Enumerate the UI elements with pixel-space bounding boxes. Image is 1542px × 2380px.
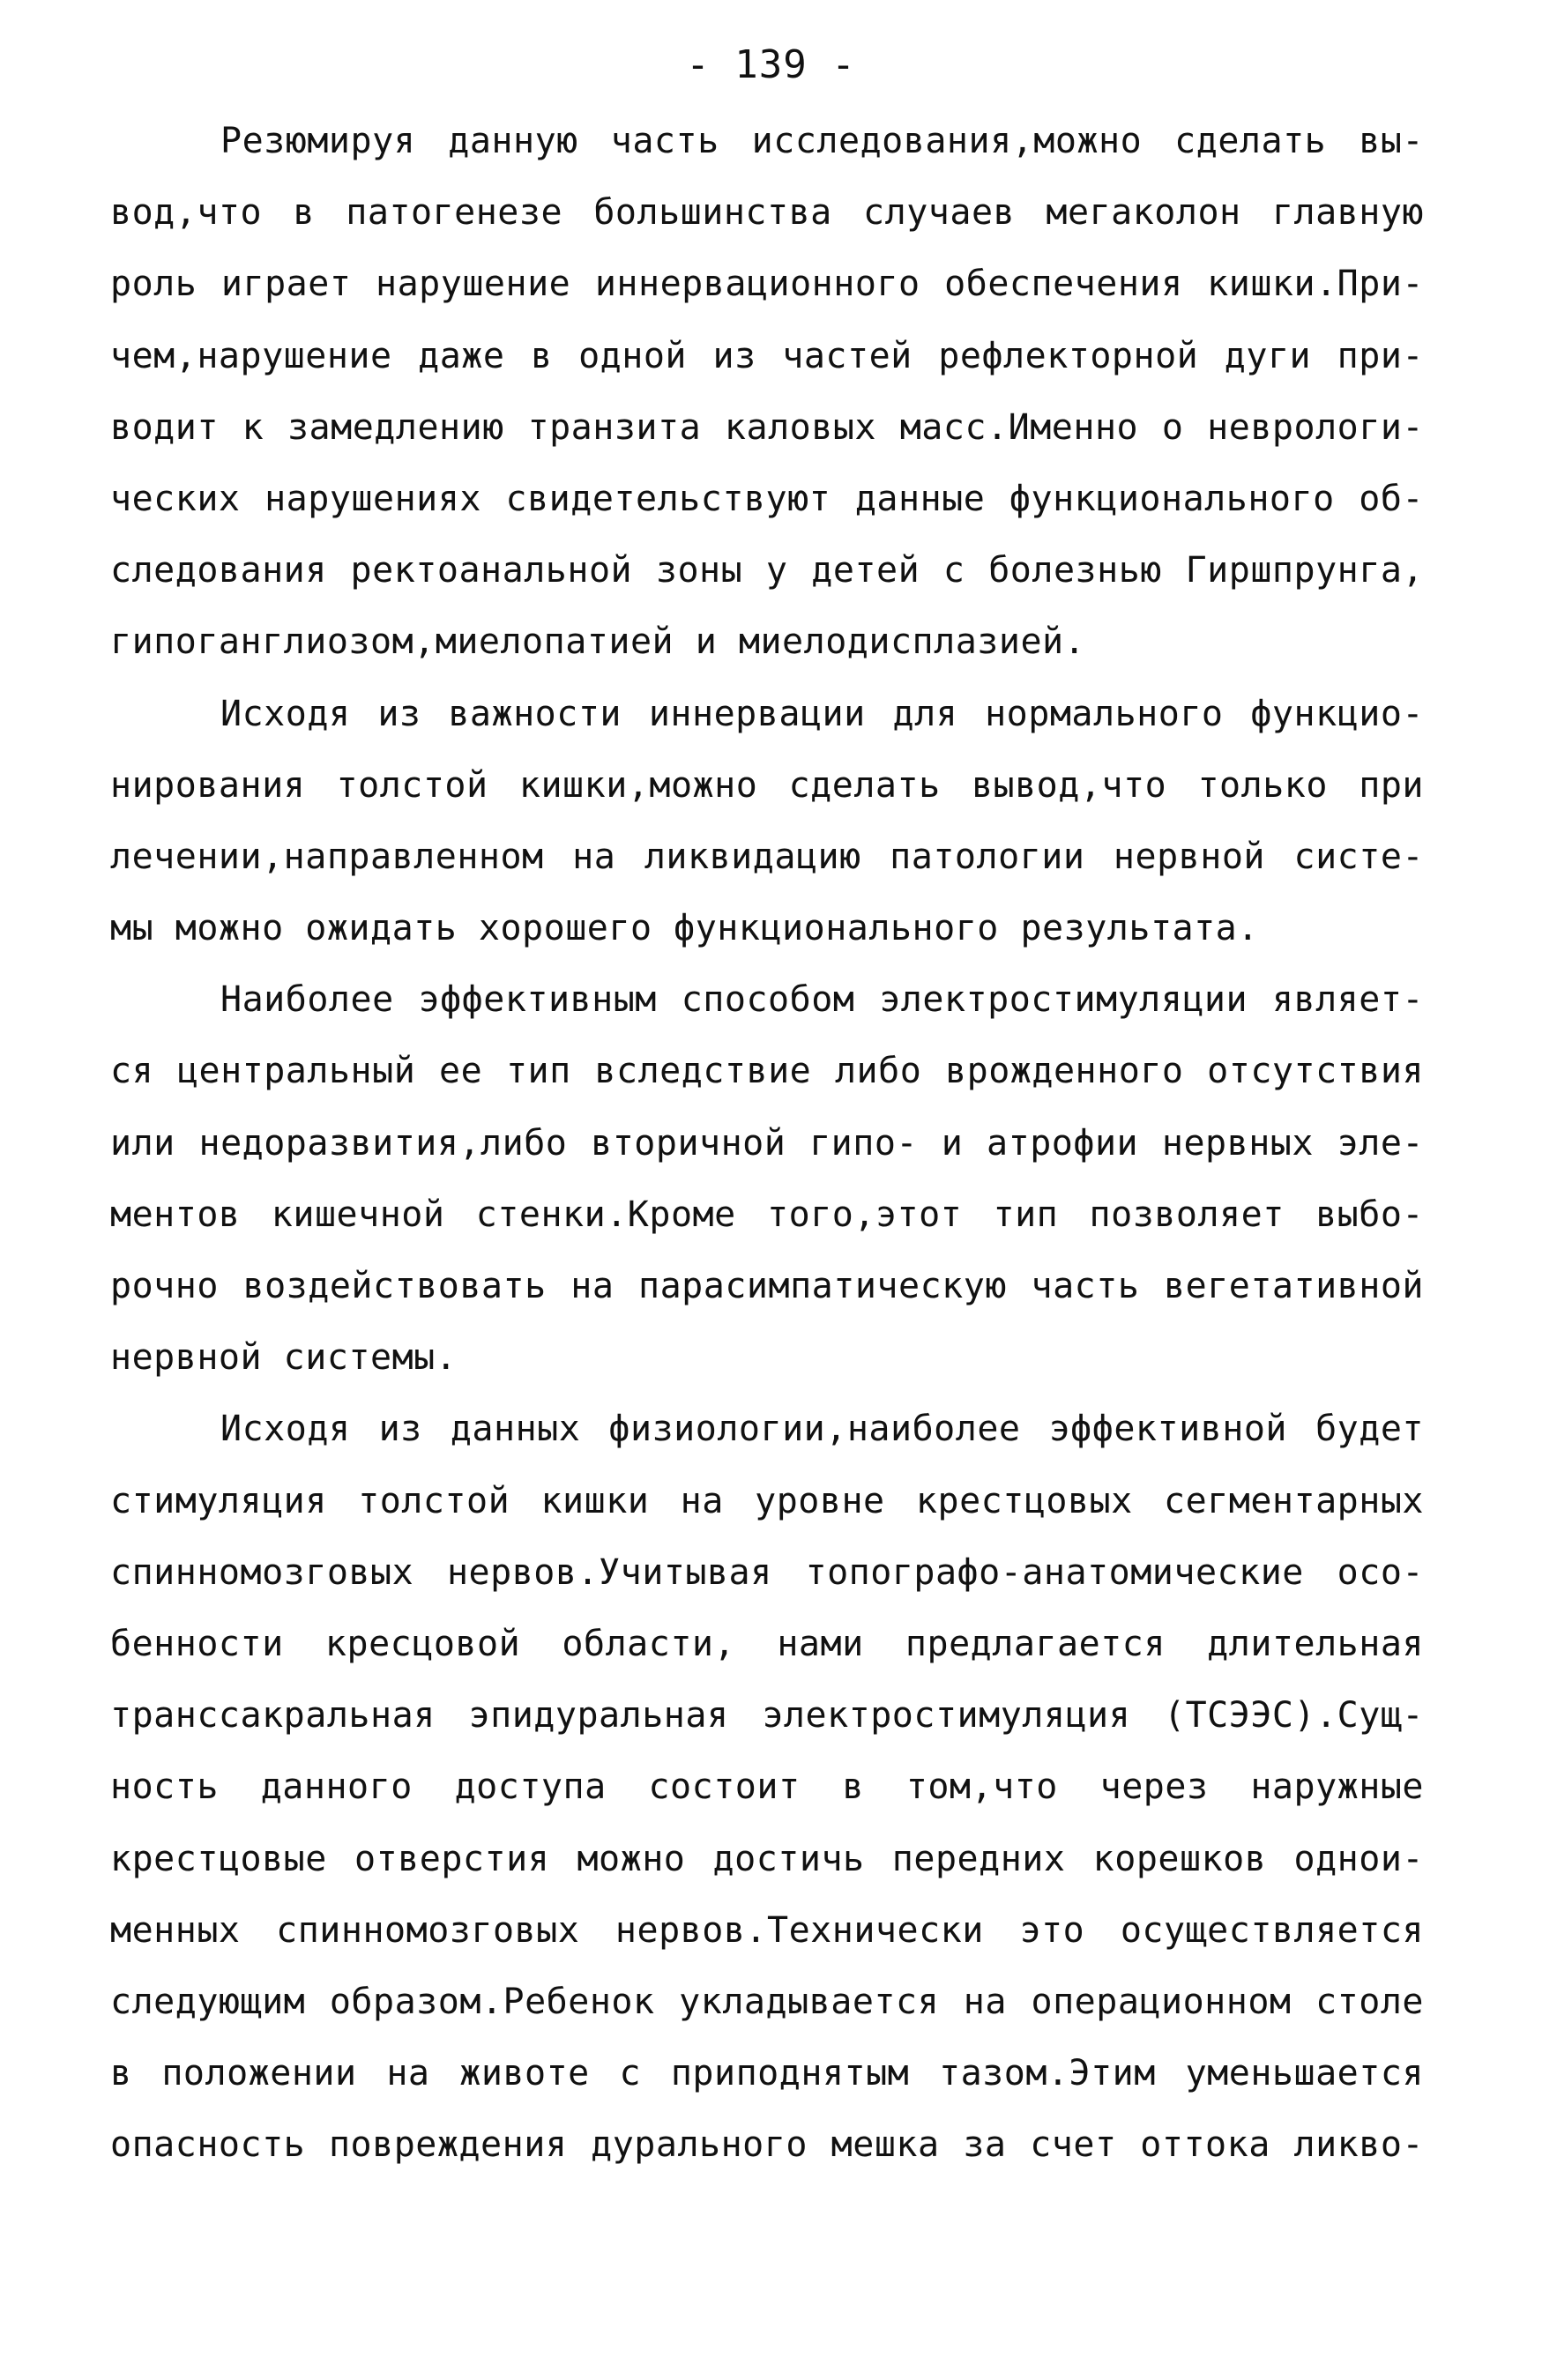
page-number: - 139 - <box>686 42 856 87</box>
text-line: Наиболее эффективным способом электростимуляции являет- <box>220 979 1424 1021</box>
text-line: нирования толстой кишки,можно сделать вывод,что только при <box>110 764 1424 806</box>
text-line: в положении на животе с приподнятым тазом.Этим уменьшается <box>110 2053 1424 2094</box>
text-line: чем,нарушение даже в одной из частей рефлекторной дуги при- <box>110 335 1424 376</box>
text-line: рочно воздействовать на парасимпатическую часть вегетативной <box>110 1266 1424 1306</box>
text-line: следующим образом.Ребенок укладывается на операционном столе <box>110 1981 1424 2022</box>
text-line: Исходя из важности иннервации для нормального функцио- <box>220 693 1424 734</box>
text-line: водит к замедлению транзита каловых масс.Именно о неврологи- <box>110 406 1424 448</box>
text-line: гипоганглиозом,миелопатией и миелодисплазией. <box>110 621 1086 663</box>
text-line: спинномозговых нервов.Учитывая топографо-анатомические осо- <box>110 1551 1424 1593</box>
text-line: нервной системы. <box>110 1337 458 1379</box>
text-line: Исходя из данных физиологии,наиболее эффективной будет <box>220 1409 1424 1450</box>
text-line: следования ректоанальной зоны у детей с болезнью Гиршпрунга, <box>110 550 1424 591</box>
text-line: мы можно ожидать хорошего функционального результата. <box>110 908 1259 949</box>
text-line: крестцовые отверстия можно достичь передних корешков однои- <box>110 1838 1424 1879</box>
text-line: бенности кресцовой области, нами предлагается длительная <box>110 1623 1424 1664</box>
text-line: стимуляция толстой кишки на уровне крестцовых сегментарных <box>110 1480 1424 1521</box>
body-text <box>110 106 1424 2181</box>
text-line: ность данного доступа состоит в том,что через наружные <box>110 1766 1424 1808</box>
text-line: лечении,направленном на ликвидацию патологии нервной систе- <box>110 836 1424 877</box>
text-line: менных спинномозговых нервов.Технически это осуществляется <box>110 1909 1424 1951</box>
text-line: ся центральный ее тип вследствие либо врожденного отсутствия <box>110 1051 1424 1092</box>
text-line: Резюмируя данную часть исследования,можно сделать вы- <box>220 121 1424 161</box>
text-line: опасность повреждения дурального мешка за счет оттока ликво- <box>110 2124 1424 2166</box>
text-line: вод,что в патогенезе большинства случаев мегаколон главную <box>110 192 1424 234</box>
text-line: ментов кишечной стенки.Кроме того,этот тип позволяет выбо- <box>110 1194 1424 1235</box>
text-line: или недоразвития,либо вторичной гипо- и атрофии нервных эле- <box>110 1122 1424 1164</box>
text-line: роль играет нарушение иннервационного обеспечения кишки.При- <box>110 264 1424 305</box>
text-line: ческих нарушениях свидетельствуют данные функционального об- <box>110 478 1424 519</box>
text-line: транссакральная эпидуральная электростимуляция (ТСЭЭС).Сущ- <box>110 1695 1424 1737</box>
